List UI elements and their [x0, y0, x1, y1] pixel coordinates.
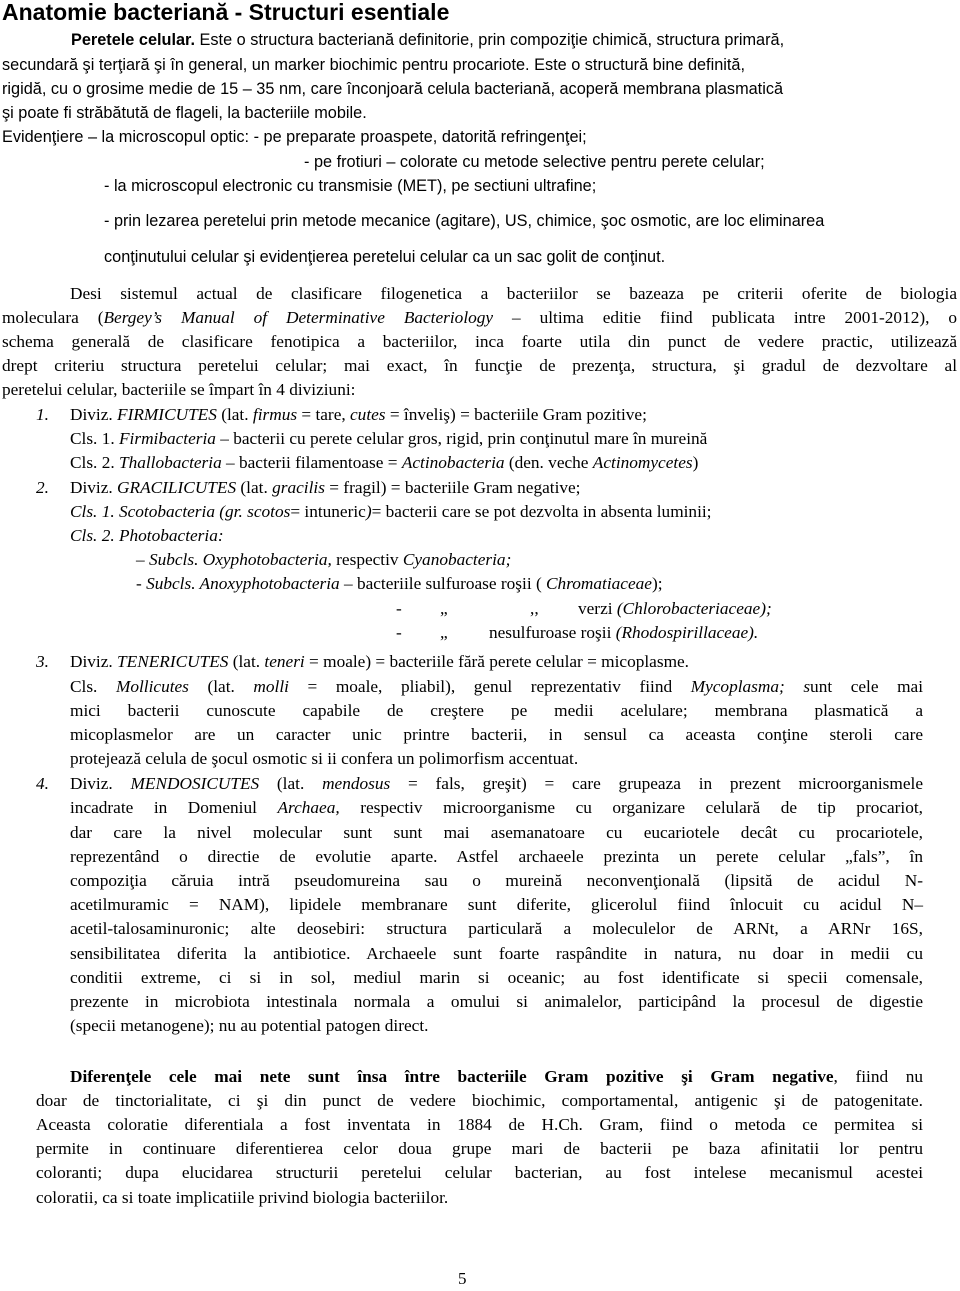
evidence-line-3: - la microscopul electronic cu transmisie (MET), pe sectiuni ultrafine;: [104, 177, 597, 195]
division-2-row-1-ditto-2: ,,: [530, 599, 539, 618]
division-2-row-1-text: verzi (Chlorobacteriaceae);: [578, 599, 772, 618]
evidence-line-5: conţinutului celular şi evidenţierea peretelui celular ca un sac golit de conţinut.: [104, 248, 666, 266]
division-4-line-9: conditii extreme, ci si in sol, mediul marin si oceanic; au fost identificate si specii comensale,: [70, 968, 923, 987]
division-4-line-4: reprezentând o directie de evolutie aparte. Astfel archaeele prezinta un perete celular „fals”, în: [70, 847, 923, 866]
division-4-number: 4.: [36, 774, 49, 793]
gram-line-1: Diferenţele cele mai nete sunt însa între bacteriile Gram pozitive şi Gram negative, fiind nu: [70, 1067, 923, 1086]
gram-line-4: permite in continuare diferentierea celor doua grupe mari de bacterii pe baza afinitatii lor pentru: [36, 1139, 923, 1158]
classification-line-1: Desi sistemul actual de clasificare filogenetica a bacteriilor se bazeaza pe criterii oferite de biologia: [70, 284, 957, 303]
division-1-class-2: Cls. 2. Thallobacteria – bacterii filamentoase = Actinobacteria (den. veche Actinomycetes): [70, 453, 699, 472]
evidence-line-2: - pe frotiuri – colorate cu metode selective pentru perete celular;: [304, 153, 765, 171]
division-2-row-2-ditto: „: [440, 623, 448, 642]
division-2-row-1-dash: -: [396, 599, 402, 618]
gram-line-2: doar de tinctorialitate, ci şi din punct de vedere biochimic, comportamental, antigenic şi de patogenitate.: [36, 1091, 923, 1110]
division-4-line-5: compoziţia căruia intră pseudomureina sau o mureină neconvenţională (lipsită de acidul N-: [70, 871, 923, 890]
division-4-line-1: Diviz. MENDOSICUTES (lat. mendosus = fals, greşit) = care grupeaza in prezent microorganismele: [70, 774, 923, 793]
division-3-class-line-1: Cls. Mollicutes (lat. molli = moale, pliabil), genul reprezentativ fiind Mycoplasma; sunt cele mai: [70, 677, 923, 696]
classification-line-5: peretelui celular, bacteriile se împart în 4 diviziuni:: [2, 380, 356, 399]
division-2-row-1-ditto: „: [440, 599, 448, 618]
classification-line-3: schema generală de clasificare fenotipica a bacteriilor, inca foarte utila din punct de vedere practic, utilizează: [2, 332, 957, 351]
division-1-number: 1.: [36, 405, 49, 424]
division-2-subclass-1: – Subcls. Oxyphotobacteria, respectiv Cyanobacteria;: [136, 550, 512, 569]
division-2-line: Diviz. GRACILICUTES (lat. gracilis = fragil) = bacteriile Gram negative;: [70, 478, 581, 497]
division-2-row-2-text: nesulfuroase roşii (Rhodospirillaceae).: [489, 623, 759, 642]
division-2-class-2: Cls. 2. Photobacteria:: [70, 526, 224, 545]
division-3-class-line-4: protejează celula de şocul osmotic si ii confera un polimorfism accentuat.: [70, 749, 579, 768]
cell-wall-line-4: şi poate fi străbătută de flageli, la bacteriile mobile.: [2, 104, 367, 122]
gram-line-3: Aceasta coloratie diferentiala a fost inventata in 1884 de H.Ch. Gram, fiind o metoda ce permitea si: [36, 1115, 923, 1134]
division-4-line-6: acetilmuramic = NAM), lipidele membranare sunt diferite, glicerolul fiind înlocuit cu acidul N–: [70, 895, 923, 914]
division-2-number: 2.: [36, 478, 49, 497]
division-3-line: Diviz. TENERICUTES (lat. teneri = moale) = bacteriile fără perete celular = micoplasme.: [70, 652, 690, 671]
division-2-class-1: Cls. 1. Scotobacteria (gr. scotos= intuneric)= bacterii care se pot dezvolta in absenta luminii;: [70, 502, 712, 521]
division-3-class-line-2: mici bacterii cunoscute capabile de creştere pe medii acelulare; membrana plasmatică a: [70, 701, 923, 720]
cell-wall-line-1: Peretele celular. Este o structura bacteriană definitorie, prin compoziţie chimică, structura primară,: [71, 31, 785, 49]
division-4-line-11: (specii metanogene); nu au potential patogen direct.: [70, 1016, 429, 1035]
division-4-line-3: dar care la nivel molecular sunt sunt mai asemanatoare cu eucariotele decât cu procariotele,: [70, 823, 923, 842]
gram-line-6: coloratii, ca si toate implicatiile privind biologia bacteriilor.: [36, 1188, 449, 1207]
division-2-row-2-dash: -: [396, 623, 402, 642]
evidence-line-1: Evidenţiere – la microscopul optic: - pe preparate proaspete, datorită refringenţei;: [2, 128, 587, 146]
division-4-line-10: prezente in microbiota intestinala normala a omului si animalelor, participând la procesul de digestie: [70, 992, 923, 1011]
cell-wall-heading: Peretele celular.: [71, 31, 196, 49]
division-2-subclass-2: - Subcls. Anoxyphotobacteria – bacteriile sulfuroase roşii ( Chromatiaceae);: [136, 574, 663, 593]
gram-bold-statement: Diferenţele cele mai nete sunt însa între bacteriile Gram pozitive şi Gram negative: [70, 1067, 834, 1086]
page-number: 5: [458, 1269, 467, 1288]
classification-line-2: moleculara (Bergey’s Manual of Determinative Bacteriology – ultima editie fiind publicata intre 2001-2012), o: [2, 308, 958, 327]
division-4-line-7: acetil-talosaminuronic; alte deosebiri: structura particulară a moleculelor de ARNt, a ARNr 16S,: [70, 919, 923, 938]
division-1-class-1: Cls. 1. Firmibacteria – bacterii cu perete celular gros, rigid, prin conţinutul mare în mureină: [70, 429, 708, 448]
division-3-number: 3.: [36, 652, 49, 671]
evidence-line-4: - prin lezarea peretelui prin metode mecanice (agitare), US, chimice, şoc osmotic, are loc eliminarea: [104, 212, 825, 230]
division-4-line-8: sensibilitatea diferita la antibiotice. Archaeele sunt foarte raspândite in natura, nu doar in medii cu: [70, 944, 923, 963]
division-3-class-line-3: micoplasmelor are un caracter unic printre bacterii, in sensul ca aceasta conţine steroli care: [70, 725, 923, 744]
division-1-line: Diviz. FIRMICUTES (lat. firmus = tare, cutes = înveliş) = bacteriile Gram pozitive;: [70, 405, 647, 424]
page-title: Anatomie bacteriană - Structuri esentiale: [2, 0, 450, 25]
gram-line-5: coloranti; dupa elucidarea structurii peretelui celular bacterian, au fost intelese mecanismul acestei: [36, 1163, 923, 1182]
cell-wall-line-2: secundară şi terţiară şi în general, un marker biochimic pentru procariote. Este o structură bine definită,: [2, 56, 745, 74]
cell-wall-line-3: rigidă, cu o grosime medie de 15 – 35 nm, care înconjoară celula bacteriană, acoperă membrana plasmatică: [2, 80, 784, 98]
classification-line-4: drept criteriu structura peretelui celular; mai exact, în funcţie de prezenţa, structura, şi gradul de dezvoltare al: [2, 356, 957, 375]
division-4-line-2: incadrate in Domeniul Archaea, respectiv microorganisme cu organizare celulară de tip procariot,: [70, 798, 923, 817]
